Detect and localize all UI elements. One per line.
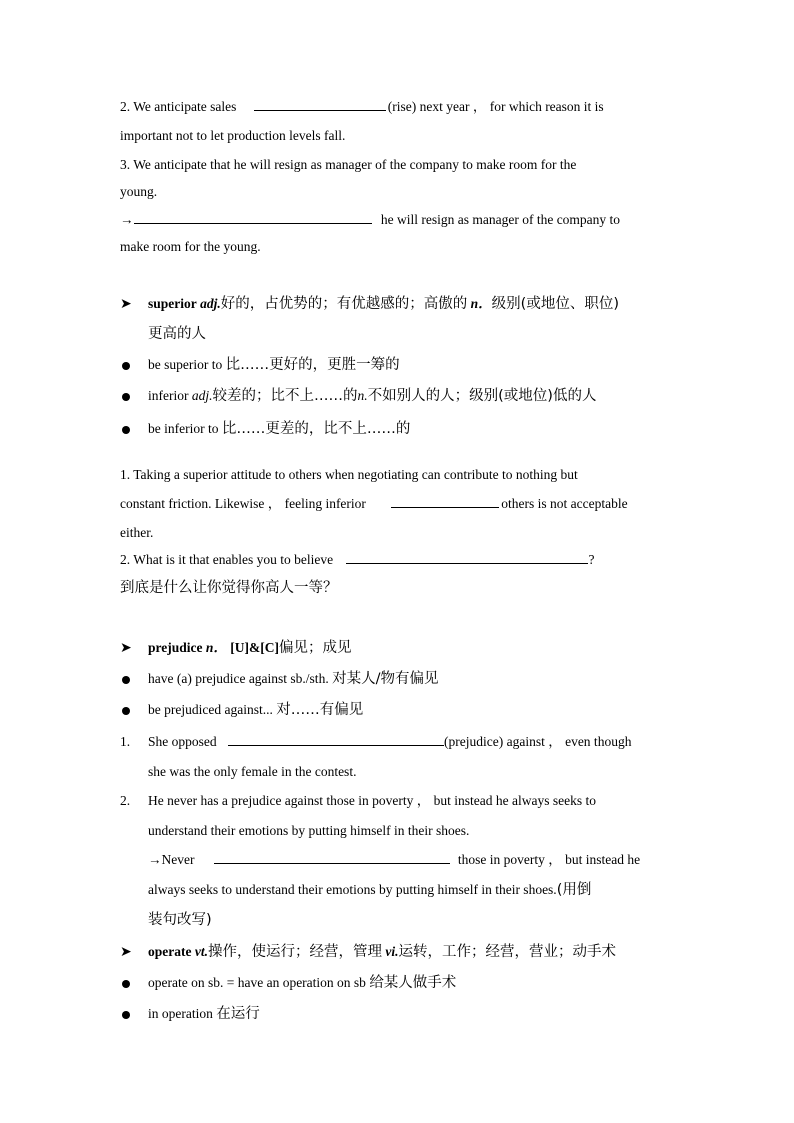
arrow-bullet-icon: ➤	[120, 640, 132, 656]
answer-blank[interactable]	[134, 210, 372, 224]
sentence-3: 3. We anticipate that he will resign as manager of the company to make room for the	[120, 157, 577, 172]
bullet-dot-icon	[122, 980, 130, 988]
arrow-bullet-icon: ➤	[120, 944, 132, 960]
bullet-dot-icon	[122, 362, 130, 370]
sentence-2-cont: important not to let production levels fall.	[120, 128, 346, 143]
sentence-2: 2. We anticipate sales (rise) next year ， for which reason it is	[120, 99, 604, 114]
example-2: 2. What is it that enables you to believe ?	[120, 552, 595, 567]
answer-blank[interactable]	[228, 732, 444, 746]
example-1: 1. Taking a superior attitude to others when negotiating can contribute to nothing but	[120, 467, 578, 482]
answer-blank[interactable]	[214, 850, 450, 864]
answer-blank[interactable]	[254, 97, 386, 111]
bullet-dot-icon	[122, 393, 130, 401]
sentence-3-rewrite: → he will resign as manager of the company to	[120, 212, 621, 227]
example-2-translation: 到底是什么让你觉得你高人一等？	[120, 580, 338, 596]
bullet-dot-icon	[122, 1011, 130, 1019]
arrow-icon: →	[120, 212, 134, 227]
bullet-dot-icon	[122, 426, 130, 434]
answer-blank[interactable]	[346, 550, 588, 564]
sentence-3-rewrite-cont: make room for the young.	[120, 239, 261, 254]
answer-blank[interactable]	[391, 494, 499, 508]
bullet-dot-icon	[122, 676, 130, 684]
example-1-end: either.	[120, 525, 154, 540]
bullet-dot-icon	[122, 707, 130, 715]
sentence-3-cont: young.	[120, 184, 158, 199]
arrow-bullet-icon: ➤	[120, 296, 132, 312]
example-1-cont: constant friction. Likewise ， feeling inferior others is not acceptable	[120, 496, 628, 511]
